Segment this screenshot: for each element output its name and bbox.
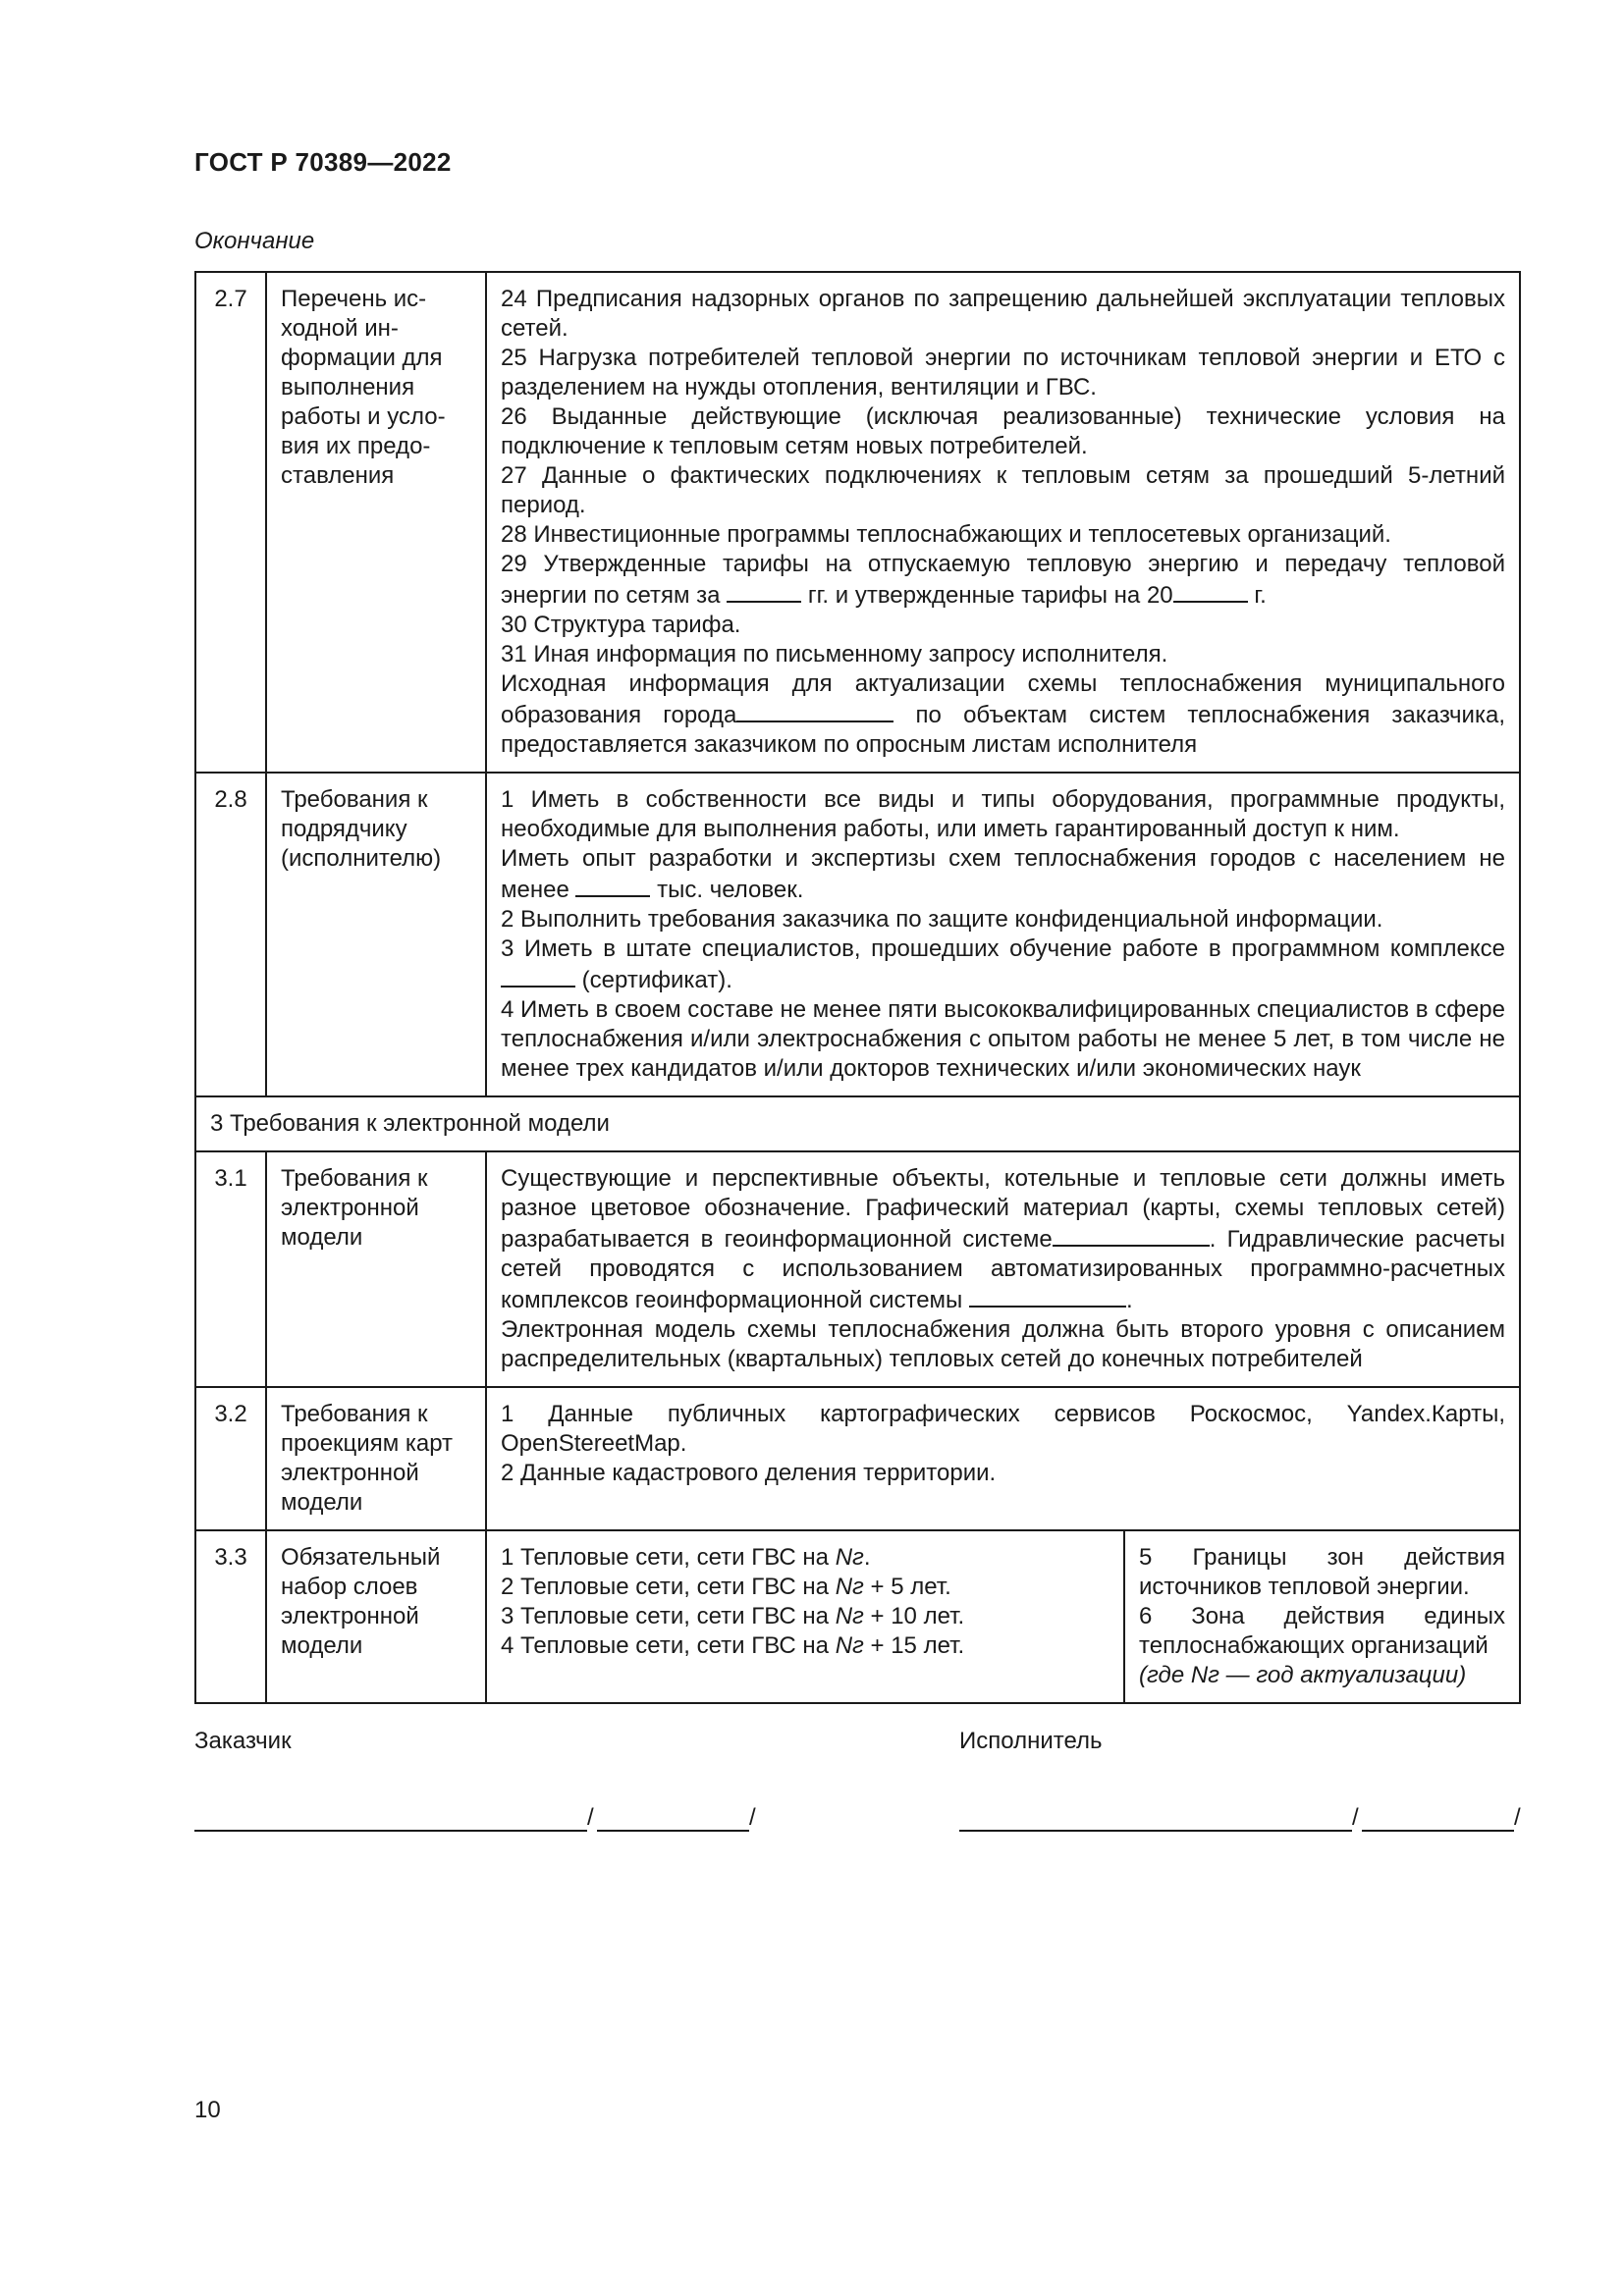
list-item [501, 669, 1505, 760]
row-number: 3.1 [195, 1151, 266, 1387]
item-text: гг. и утвержденные тарифы на 20 [807, 582, 1173, 609]
list-item [501, 550, 1505, 611]
table-row [195, 272, 1520, 773]
item-text: . [863, 1544, 871, 1571]
year-symbol: Nг [835, 1632, 864, 1659]
list-item [501, 844, 1505, 905]
page-number: 10 [194, 2097, 221, 2123]
table-row [195, 773, 1520, 1096]
year-symbol: Nг [835, 1603, 864, 1629]
separator: / [587, 1804, 594, 1831]
list-item: 26 Выданные действующие (исключая реализованные) технические условия на подключение к тепловым сетям новых потребителей. [501, 403, 1505, 459]
blank-field [969, 1284, 1126, 1308]
list-item: 28 Инвестиционные программы теплоснабжающих и теплосетевых организаций. [501, 521, 1391, 548]
row-name: Обязательный набор слоев электронной модели [266, 1530, 486, 1703]
blank-field [736, 699, 893, 722]
item-text: 3 Иметь в штате специалистов, прошедших обучение работе в программном комплексе [501, 935, 1505, 962]
blank-field [501, 964, 575, 988]
row-name: Перечень ис-ходной ин-формации для выполнения работы и усло-вия их предо-ставления [266, 272, 486, 773]
table-row [195, 1387, 1520, 1530]
list-item: 27 Данные о фактических подключениях к тепловым сетям за прошедший 5-летний период. [501, 462, 1505, 518]
contractor-signature-line [959, 1804, 1524, 1832]
signature-blank [959, 1804, 1352, 1832]
item-text: + 5 лет. [863, 1574, 951, 1600]
item-text: тыс. человек. [657, 877, 804, 903]
item-text: 3 Тепловые сети, сети ГВС на [501, 1603, 836, 1629]
item-text: Существующие и перспективные объекты, котельные и тепловые сети должны иметь разное цветовое обозначение. Графический материал (карты, схемы тепловых сетей) разрабатывается в геоинформационной системе [501, 1165, 1505, 1253]
list-item [501, 1543, 1110, 1573]
contractor-label: Исполнитель [959, 1728, 1103, 1754]
blank-field [727, 579, 801, 603]
list-item: 2 Данные кадастрового деления территории. [501, 1460, 997, 1486]
item-text: 1 Тепловые сети, сети ГВС на [501, 1544, 836, 1571]
table-row [195, 1096, 1520, 1151]
item-text: 4 Тепловые сети, сети ГВС на [501, 1632, 836, 1659]
list-item: 2 Выполнить требования заказчика по защите конфиденциальной информации. [501, 906, 1383, 933]
list-item [501, 934, 1505, 995]
row-number: 2.8 [195, 773, 266, 1096]
list-item: Электронная модель схемы теплоснабжения должна быть второго уровня с описанием распределительных (квартальных) тепловых сетей до конечных потребителей [501, 1316, 1505, 1372]
list-item: 30 Структура тарифа. [501, 612, 741, 638]
separator: / [1352, 1804, 1359, 1831]
row-number: 3.2 [195, 1387, 266, 1530]
item-text: по объектам систем теплоснабжения заказчика, предоставляется заказчиком по опросным листам исполнителя [501, 702, 1505, 758]
year-symbol: Nг [835, 1574, 864, 1600]
section-heading: 3 Требования к электронной модели [195, 1096, 1520, 1151]
document-header: ГОСТ Р 70389—2022 [194, 147, 452, 177]
row-name: Требования к проекциям карт электронной модели [266, 1387, 486, 1530]
layers-right [1124, 1530, 1520, 1703]
item-text: 2 Тепловые сети, сети ГВС на [501, 1574, 836, 1600]
item-text: Исходная информация для актуализации схемы теплоснабжения муниципального образования города [501, 670, 1505, 728]
row-content [486, 1387, 1520, 1530]
list-item: 1 Данные публичных картографических сервисов Роскосмос, Yandex.Карты, OpenStereetMap. [501, 1401, 1505, 1457]
row-number: 3.3 [195, 1530, 266, 1703]
signature-blank [194, 1804, 587, 1832]
item-text: Иметь опыт разработки и экспертизы схем теплоснабжения городов с населением не менее [501, 845, 1505, 903]
customer-signature-line [194, 1804, 759, 1832]
requirements-table [194, 271, 1521, 1704]
row-name: Требования к подрядчику (исполнителю) [266, 773, 486, 1096]
table-row [195, 1151, 1520, 1387]
note-text: (где Nг — год актуализации) [1139, 1662, 1467, 1688]
list-item [501, 1631, 1110, 1661]
continuation-label: Окончание [194, 228, 315, 254]
item-text: . Гидравлические расчеты сетей проводятся с использованием автоматизированных программно-расчетных комплексов геоинформационной системы [501, 1226, 1505, 1313]
row-content [486, 773, 1520, 1096]
signature-blank [1362, 1804, 1514, 1832]
item-text: г. [1254, 582, 1267, 609]
year-symbol: Nг [835, 1544, 864, 1571]
list-item: 1 Иметь в собственности все виды и типы оборудования, программные продукты, необходимые для выполнения работы, или иметь гарантированный доступ к ним. [501, 786, 1505, 842]
list-item: 4 Иметь в своем составе не менее пяти высококвалифицированных специалистов в сфере теплоснабжения и/или электроснабжения с опытом работы не менее 5 лет, в том числе не менее трех кандидатов и/или докторов технических и/или экономических наук [501, 996, 1505, 1082]
blank-field [1173, 579, 1248, 603]
item-text: 29 Утвержденные тарифы на отпускаемую тепловую энергию и передачу тепловой энергии по сетям за [501, 551, 1505, 609]
list-item: 5 Границы зон действия источников тепловой энергии. [1139, 1544, 1505, 1600]
item-text: + 15 лет. [863, 1632, 965, 1659]
list-item: 31 Иная информация по письменному запросу исполнителя. [501, 641, 1168, 667]
row-content [486, 272, 1520, 773]
row-name: Требования к электронной модели [266, 1151, 486, 1387]
signature-blank [597, 1804, 749, 1832]
separator: / [1514, 1804, 1521, 1831]
row-content [486, 1151, 1520, 1387]
customer-label: Заказчик [194, 1728, 292, 1754]
table-row [195, 1530, 1520, 1703]
item-text: (сертификат). [581, 967, 732, 993]
row-number: 2.7 [195, 272, 266, 773]
list-item [501, 1164, 1505, 1315]
list-item [1139, 1661, 1505, 1690]
list-item: 6 Зона действия единых теплоснабжающих организаций [1139, 1603, 1505, 1659]
list-item: 24 Предписания надзорных органов по запрещению дальнейшей эксплуатации тепловых сетей. [501, 286, 1505, 342]
item-text: . [1125, 1287, 1133, 1313]
list-item [501, 1602, 1110, 1631]
blank-field [575, 874, 650, 897]
list-item [501, 1573, 1110, 1602]
item-text: + 10 лет. [863, 1603, 965, 1629]
list-item: 25 Нагрузка потребителей тепловой энергии по источникам тепловой энергии и ЕТО с разделением на нужды отопления, вентиляции и ГВС. [501, 345, 1505, 400]
blank-field [1053, 1223, 1210, 1247]
layers-left [486, 1530, 1124, 1703]
separator: / [749, 1804, 756, 1831]
